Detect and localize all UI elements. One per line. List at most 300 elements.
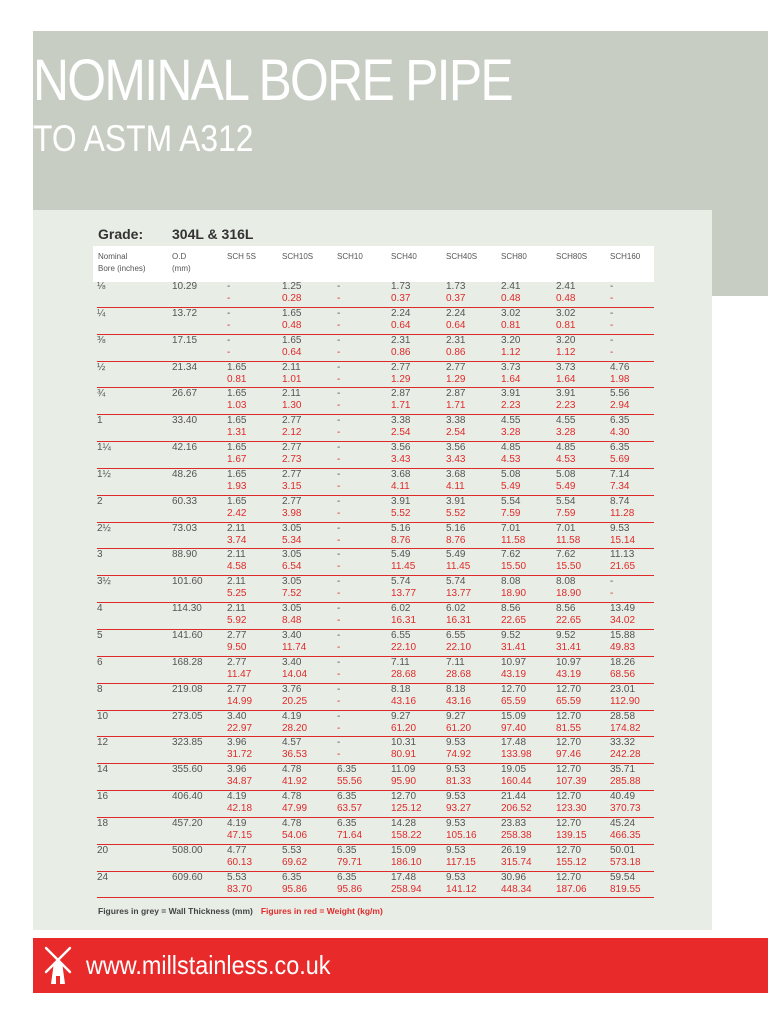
schedule-cell [610,281,613,305]
weight-value: 186.10 [391,856,422,868]
weight-value: 97.40 [501,722,527,734]
schedule-cell [391,764,416,788]
nominal-bore-cell: 2½ [97,522,111,534]
wall-thickness-value: - [337,576,341,588]
weight-value: 36.53 [282,749,308,761]
wall-thickness-value: 9.27 [391,710,411,722]
weight-value: 16.31 [391,615,417,627]
weight-value: 0.81 [556,319,576,331]
schedule-cell [501,549,526,573]
schedule-cell [556,388,575,412]
nominal-bore-cell: 1½ [97,468,111,480]
weight-value: 2.12 [282,427,302,439]
weight-value: 315.74 [501,856,532,868]
page-title: NOMINAL BORE PIPE [33,48,512,113]
wall-thickness-value: 19.05 [501,764,527,776]
schedule-cell [501,764,532,788]
weight-value: 0.64 [282,346,302,358]
schedule-cell [446,388,465,412]
weight-value: 42.18 [227,803,253,815]
nominal-bore-cell: 1¼ [97,442,111,454]
wall-thickness-value: - [337,522,341,534]
weight-value: 158.22 [391,829,422,841]
schedule-cell [391,281,410,305]
table-row [97,737,654,764]
weight-value: 14.99 [227,695,253,707]
schedule-cell [556,737,581,761]
weight-value: - [227,319,231,331]
wall-thickness-value: 3.38 [391,415,411,427]
weight-value: 28.68 [391,668,417,680]
nominal-bore-cell: 3½ [97,576,111,588]
schedule-cell [446,308,465,332]
wall-thickness-value: - [337,495,341,507]
wall-thickness-value: 12.70 [556,844,582,856]
wall-thickness-value: 6.35 [610,442,630,454]
schedule-cell [556,362,575,386]
wall-thickness-value: 10.97 [556,656,582,668]
weight-value: 5.49 [501,480,521,492]
wall-thickness-value: 11.13 [610,549,635,561]
schedule-cell [282,657,307,681]
weight-value: 0.81 [501,319,521,331]
schedule-cell [556,845,587,869]
schedule-cell [610,362,629,386]
weight-value: 4.11 [391,480,410,492]
table-row [97,549,654,576]
weight-value: - [337,454,341,466]
weight-value: 81.33 [446,776,472,788]
table-row [97,711,654,738]
weight-value: 71.64 [337,829,363,841]
nominal-bore-cell: 16 [97,791,109,803]
weight-value: 0.64 [391,319,411,331]
weight-value: 285.88 [610,776,641,788]
weight-value: 20.25 [282,695,308,707]
wall-thickness-value: 3.05 [282,576,302,588]
schedule-cell [282,818,307,842]
wall-thickness-value: 3.91 [391,495,411,507]
nominal-bore-cell: ⅜ [97,334,106,346]
wall-thickness-value: 3.96 [227,737,247,749]
weight-value: 1.30 [282,400,302,412]
schedule-cell [391,308,410,332]
grade-label: Grade: [98,226,144,242]
schedule-cell [556,603,581,627]
wall-thickness-value: 3.68 [446,468,466,480]
schedule-cell [501,388,520,412]
wall-thickness-value: 2.77 [282,468,302,480]
weight-value: 5.52 [446,507,466,519]
website-link[interactable]: www.millstainless.co.uk [86,950,331,980]
schedule-cell [282,308,301,332]
weight-value: 1.12 [556,346,576,358]
wall-thickness-value: - [610,576,614,588]
wall-thickness-value: 2.77 [282,442,302,454]
wall-thickness-value: 5.56 [610,388,630,400]
weight-value: - [610,346,614,358]
wall-thickness-value: 3.20 [556,334,576,346]
weight-value: 123.30 [556,803,587,815]
schedule-cell [227,737,252,761]
weight-value: 11.58 [501,534,526,546]
schedule-cell [391,442,410,466]
schedule-cell [610,657,635,681]
weight-value: 11.45 [391,561,416,573]
schedule-cell [282,415,301,439]
od-cell: 26.67 [172,388,198,400]
schedule-cell [337,764,362,788]
schedule-cell [337,415,340,439]
table-row [97,818,654,845]
weight-value: 0.37 [446,293,466,304]
weight-value: - [337,615,341,627]
schedule-cell [227,603,246,627]
wall-thickness-value: - [337,307,341,319]
wall-thickness-value: 2.77 [227,656,247,668]
schedule-cell [282,335,301,359]
schedule-cell [501,308,520,332]
wall-thickness-value: 11.09 [391,764,416,776]
wall-thickness-value: 6.35 [337,817,357,829]
wall-thickness-value: 3.73 [501,361,521,373]
wall-thickness-value: 9.53 [446,871,466,883]
schedule-cell [446,281,465,305]
nominal-bore-cell: 18 [97,817,109,829]
weight-value: 4.53 [556,454,576,466]
weight-value: - [337,534,341,546]
weight-value: 63.57 [337,803,363,815]
table-row [97,362,654,389]
schedule-cell [337,603,340,627]
schedule-cell [227,576,246,600]
wall-thickness-value: 9.27 [446,710,466,722]
wall-thickness-value: 9.53 [610,522,630,534]
schedule-cell [610,442,629,466]
wall-thickness-value: 3.56 [446,442,466,454]
wall-thickness-value: 21.44 [501,791,527,803]
od-cell: 13.72 [172,307,198,319]
weight-value: 31.41 [556,641,582,653]
weight-value: 16.31 [446,615,472,627]
weight-value: 1.12 [501,346,521,358]
wall-thickness-value: 7.14 [610,468,630,480]
schedule-cell [556,791,587,815]
wall-thickness-value: 35.71 [610,764,636,776]
schedule-cell [610,603,635,627]
wall-thickness-value: 4.78 [282,764,302,776]
weight-value: 68.56 [610,668,636,680]
table-row [97,684,654,711]
schedule-cell [337,335,340,359]
wall-thickness-value: 4.76 [610,361,630,373]
weight-value: 95.86 [282,883,308,895]
wall-thickness-value: - [610,307,614,319]
schedule-cell [391,818,422,842]
wall-thickness-value: 6.35 [337,871,357,883]
schedule-cell [501,335,520,359]
wall-thickness-value: 2.87 [391,388,411,400]
weight-value: 13.77 [446,588,472,600]
nominal-bore-cell: 24 [97,871,109,883]
weight-value: - [337,561,341,573]
weight-value: 1.93 [227,480,247,492]
weight-value: 15.50 [556,561,582,573]
wall-thickness-value: 2.24 [446,307,466,319]
wall-thickness-value: 7.01 [501,522,521,534]
schedule-cell [556,549,581,573]
wall-thickness-value: 50.01 [610,844,636,856]
schedule-cell [446,469,465,493]
wall-thickness-value: 1.73 [391,281,411,292]
wall-thickness-value: 2.77 [227,683,247,695]
wall-thickness-value: 8.56 [556,603,576,615]
schedule-cell [501,872,532,896]
wall-thickness-value: 7.11 [391,656,410,668]
schedule-cell [227,335,230,359]
weight-value: 55.56 [337,776,363,788]
wall-thickness-value: 40.49 [610,791,636,803]
schedule-cell [227,308,230,332]
schedule-cell [391,549,415,573]
schedule-cell [501,496,520,520]
weight-value: 43.19 [501,668,527,680]
schedule-cell [391,523,410,547]
weight-value: 0.28 [282,293,302,304]
nominal-bore-cell: 2 [97,495,103,507]
schedule-cell [282,442,301,466]
wall-thickness-value: 2.31 [391,334,411,346]
schedule-cell [446,496,465,520]
weight-value: 60.13 [227,856,253,868]
schedule-cell [610,388,629,412]
wall-thickness-value: - [337,549,341,561]
schedule-cell [610,523,635,547]
schedule-cell [446,684,471,708]
schedule-cell [227,630,246,654]
wall-thickness-value: 1.65 [282,307,302,319]
schedule-cell [501,630,526,654]
od-cell: 10.29 [172,281,198,292]
wall-thickness-value: 26.19 [501,844,527,856]
wall-thickness-value: 3.02 [501,307,521,319]
table-row [97,281,654,308]
weight-value: 11.58 [556,534,581,546]
wall-thickness-value: - [227,281,231,292]
schedule-cell [337,281,340,305]
wall-thickness-value: 2.41 [501,281,521,292]
weight-value: 54.06 [282,829,308,841]
weight-value: 13.77 [391,588,417,600]
pipe-table-body [97,281,654,898]
wall-thickness-value: 33.32 [610,737,636,749]
schedule-cell [391,496,410,520]
schedule-cell [391,684,416,708]
weight-value: 2.54 [446,427,466,439]
weight-value: - [227,346,231,358]
weight-value: 7.34 [610,480,630,492]
weight-value: 41.92 [282,776,308,788]
schedule-cell [556,576,581,600]
weight-value: 2.94 [610,400,630,412]
weight-value: 95.90 [391,776,417,788]
weight-value: 3.15 [282,480,302,492]
weight-value: 1.64 [501,373,521,385]
schedule-cell [501,711,526,735]
schedule-cell [391,388,410,412]
od-cell: 219.08 [172,683,203,695]
od-cell: 42.16 [172,442,198,454]
weight-value: 160.44 [501,776,532,788]
wall-thickness-value: 5.53 [282,844,302,856]
table-row [97,442,654,469]
schedule-cell [610,496,634,520]
nominal-bore-cell: ½ [97,361,106,373]
wall-thickness-value: 7.11 [446,656,465,668]
od-cell: 17.15 [172,334,198,346]
schedule-cell [282,549,301,573]
wall-thickness-value: 18.26 [610,656,636,668]
schedule-cell [556,684,581,708]
wall-thickness-value: 2.11 [227,603,246,615]
table-row [97,335,654,362]
page-subtitle: TO ASTM A312 [33,118,254,159]
wall-thickness-value: - [337,388,341,400]
weight-value: 0.48 [282,319,302,331]
schedule-cell [337,845,362,869]
schedule-cell [501,362,520,386]
wall-thickness-value: 2.24 [391,307,411,319]
wall-thickness-value: 17.48 [501,737,527,749]
wall-thickness-value: 3.05 [282,522,302,534]
wall-thickness-value: 59.54 [610,871,636,883]
schedule-cell [556,872,587,896]
nominal-bore-cell: ¾ [97,388,106,400]
wall-thickness-value: 5.16 [446,522,466,534]
nominal-bore-cell: 3 [97,549,103,561]
wall-thickness-value: 3.73 [556,361,576,373]
schedule-cell [501,281,520,305]
wall-thickness-value: 3.68 [391,468,411,480]
schedule-cell [337,737,340,761]
od-cell: 48.26 [172,468,198,480]
schedule-cell [282,388,301,412]
weight-value: 2.54 [391,427,411,439]
schedule-cell [227,845,252,869]
schedule-cell [556,657,581,681]
schedule-cell [282,576,301,600]
windmill-icon [42,943,74,985]
nominal-bore-cell: 6 [97,656,103,668]
schedule-cell [337,388,340,412]
od-cell: 101.60 [172,576,203,588]
weight-value: - [337,668,341,680]
wall-thickness-value: 1.65 [227,415,247,427]
weight-value: 9.50 [227,641,247,653]
od-cell: 355.60 [172,764,203,776]
wall-thickness-value: 1.25 [282,281,302,292]
wall-thickness-value: 7.62 [556,549,576,561]
table-row [97,845,654,872]
wall-thickness-value: 8.08 [501,576,521,588]
wall-thickness-value: 1.65 [227,361,247,373]
wall-thickness-value: - [337,603,341,615]
od-cell: 273.05 [172,710,203,722]
schedule-cell [610,335,613,359]
wall-thickness-value: 4.55 [501,415,521,427]
schedule-cell [501,737,532,761]
legend [98,906,383,916]
weight-value: - [337,293,341,304]
wall-thickness-value: 4.77 [227,844,247,856]
wall-thickness-value: 8.56 [501,603,521,615]
wall-thickness-value: - [337,656,341,668]
weight-value: 1.98 [610,373,630,385]
grade-value: 304L & 316L [172,226,254,242]
nominal-bore-cell: ¼ [97,307,106,319]
wall-thickness-value: 17.48 [391,871,417,883]
wall-thickness-value: 10.97 [501,656,527,668]
weight-value: - [610,319,614,331]
weight-value: 18.90 [556,588,582,600]
od-cell: 141.60 [172,629,203,641]
wall-thickness-value: 12.70 [556,737,582,749]
wall-thickness-value: - [337,361,341,373]
weight-value: 43.16 [446,695,472,707]
wall-thickness-value: 45.24 [610,817,636,829]
wall-thickness-value: 15.88 [610,629,636,641]
schedule-cell [501,657,526,681]
weight-value: 2.23 [556,400,576,412]
weight-value: 74.92 [446,749,472,761]
schedule-cell [227,388,246,412]
weight-value: 2.23 [501,400,521,412]
weight-value: 47.15 [227,829,253,841]
weight-value: 3.74 [227,534,247,546]
nominal-bore-cell: 10 [97,710,109,722]
schedule-cell [501,442,520,466]
wall-thickness-value: 12.70 [556,710,582,722]
wall-thickness-value: 6.35 [337,791,357,803]
weight-value: - [337,427,341,439]
weight-value: 206.52 [501,803,532,815]
wall-thickness-value: 3.76 [282,683,302,695]
wall-thickness-value: 4.85 [556,442,576,454]
schedule-cell [337,872,362,896]
schedule-cell [446,630,471,654]
weight-value: 4.58 [227,561,247,573]
wall-thickness-value: - [337,468,341,480]
schedule-cell [282,523,301,547]
weight-value: 1.71 [446,400,466,412]
wall-thickness-value: 15.09 [391,844,417,856]
weight-value: 79.71 [337,856,363,868]
schedule-cell [391,791,422,815]
wall-thickness-value: 5.08 [501,468,521,480]
weight-value: 819.55 [610,883,641,895]
schedule-cell [556,496,575,520]
schedule-cell [501,469,520,493]
schedule-cell [610,576,613,600]
wall-thickness-value: 12.70 [501,683,527,695]
schedule-cell [556,469,575,493]
table-row [97,469,654,496]
schedule-cell [227,872,252,896]
schedule-cell [446,523,465,547]
weight-value: 174.82 [610,722,641,734]
schedule-cell [610,791,641,815]
header-sch40s: SCH40S [446,252,478,261]
